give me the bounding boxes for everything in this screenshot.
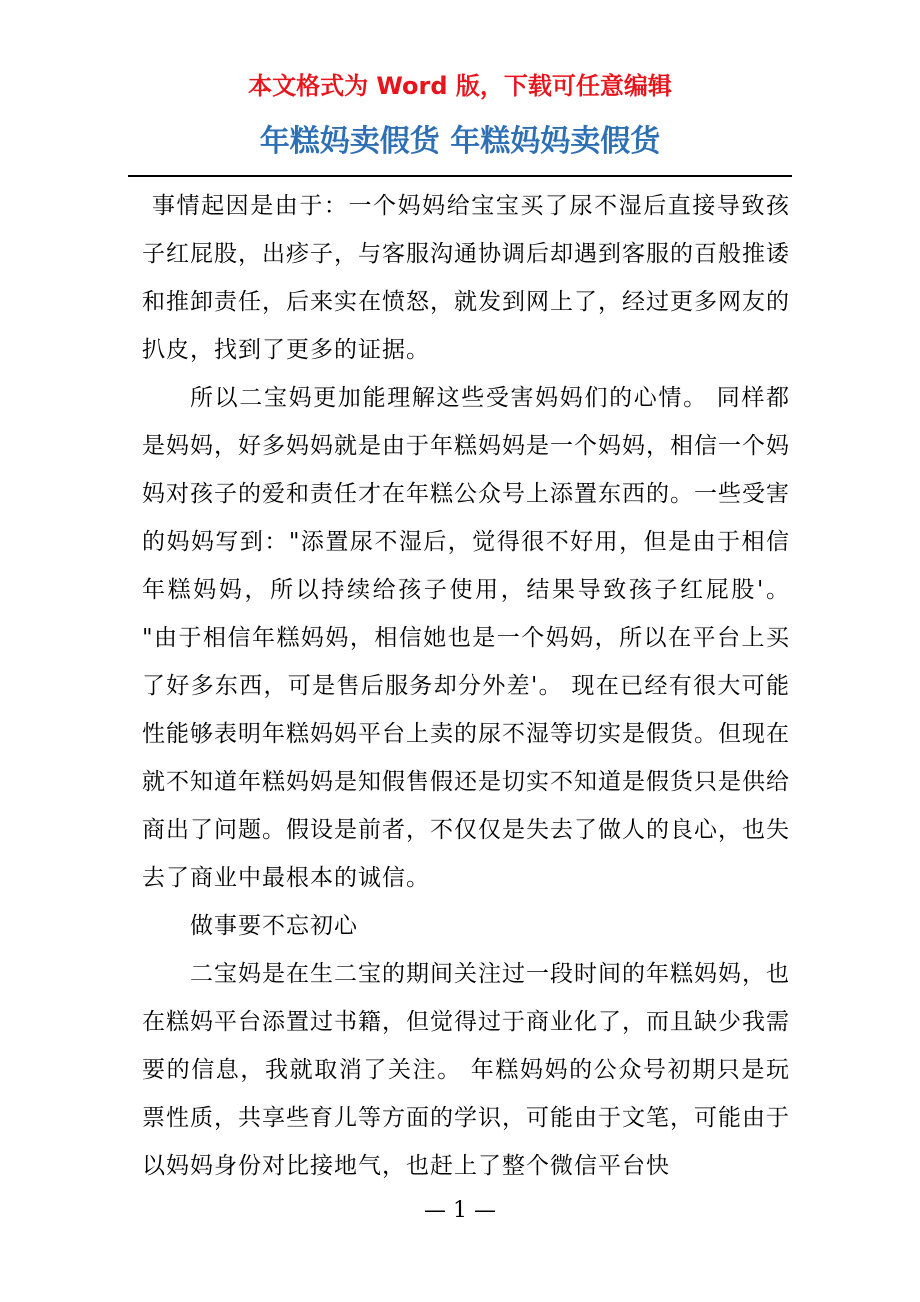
title-divider <box>128 175 792 177</box>
paragraph-cause: 事情起因是由于：一个妈妈给宝宝买了尿不湿后直接导致孩子红屁股，出疹子，与客服沟通协调后却遇到客服的百般推诿和推卸责任，后来实在愤怒，就发到网上了，经过更多网友的扒皮，找到了更多的证据。 <box>142 193 790 363</box>
format-notice-banner: 本文格式为 Word 版，下载可任意编辑 <box>248 72 672 100</box>
section-heading: 做事要不忘初心 <box>190 913 358 939</box>
paragraph-history: 二宝妈是在生二宝的期间关注过一段时间的年糕妈妈，也在糕妈平台添置过书籍，但觉得过于商业化了，而且缺少我需要的信息，我就取消了关注。 年糕妈妈的公众号初期只是玩票性质，共享些育儿等方面的学识，可能由于文笔，可能由于以妈妈身份对比接地气，也赶上了整个微信平台快 <box>142 961 790 1179</box>
document-title: 年糕妈卖假货 年糕妈妈卖假货 <box>259 124 661 159</box>
page-number: — 1 — <box>424 1198 496 1223</box>
paragraph-understanding: 所以二宝妈更加能理解这些受害妈妈们的心情。 同样都是妈妈，好多妈妈就是由于年糕妈妈是一个妈妈，相信一个妈妈对孩子的爱和责任才在年糕公众号上添置东西的。一些受害的妈妈写到："添置尿不湿后，觉得很不好用，但是由于相信年糕妈妈，所以持续给孩子使用，结果导致孩子红屁股'。 "由于相信年糕妈妈，相信她也是一个妈妈，所以在平台上买了好多东西，可是售后服务却分外差'。 现在已经有很大可能性能够表明年糕妈妈平台上卖的尿不湿等切实是假货。但现在就不知道年糕妈妈是知假售假还是切实不知道是假货只是供给商出了问题。假设是前者，不仅仅是失去了做人的良心，也失去了商业中最根本的诚信。 <box>142 385 790 891</box>
document-body <box>142 182 790 1190</box>
